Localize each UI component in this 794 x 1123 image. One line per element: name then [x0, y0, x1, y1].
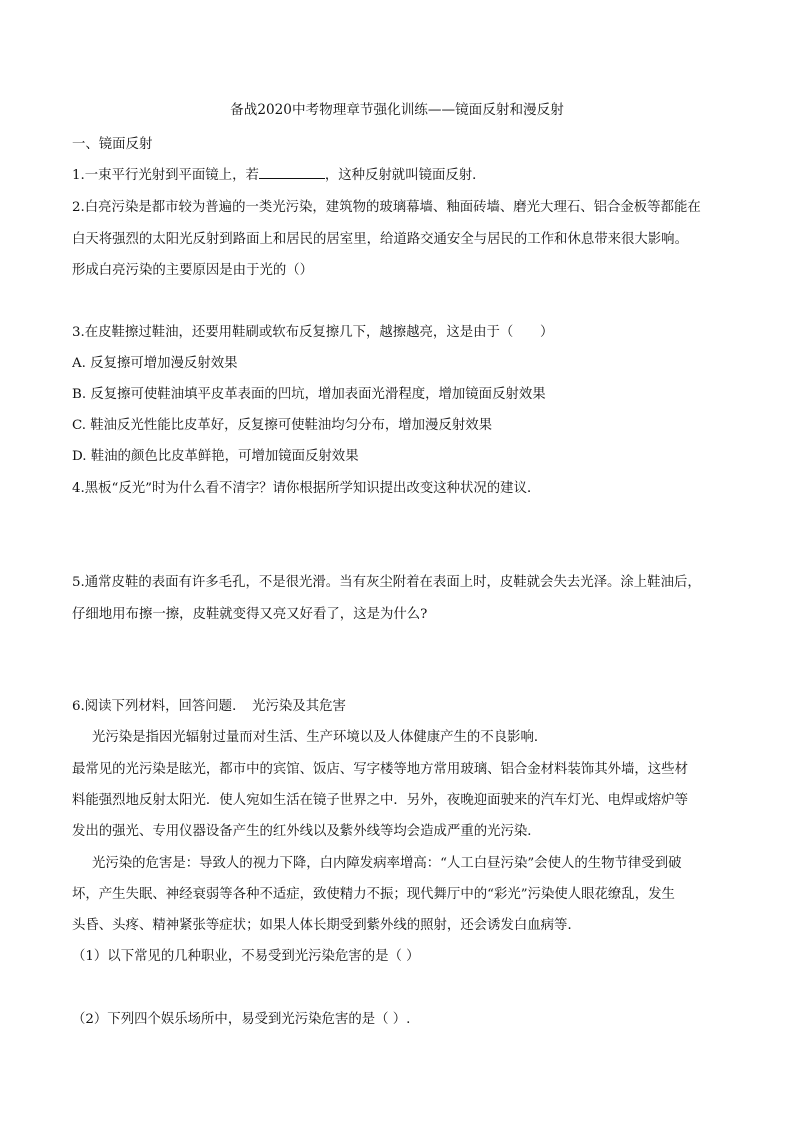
- question-1-text: 1.一束平行光射到平面镜上，若: [72, 168, 259, 183]
- passage-paragraph-2-line-3: 发出的强光、专用仪器设备产生的红外线以及紫外线等均会造成严重的光污染．: [72, 824, 541, 839]
- question-3-stem: 3.在皮鞋擦过鞋油，还要用鞋刷或软布反复擦几下，越擦越亮，这是由于（ ）: [72, 325, 554, 340]
- answer-blank: [259, 166, 325, 179]
- question-5-line-1: 5.通常皮鞋的表面有许多毛孔，不是很光滑。当有灰尘附着在表面上时，皮鞋就会失去光泽。涂上鞋油后，: [72, 575, 701, 590]
- document-title: 备战2020中考物理章节强化训练——镜面反射和漫反射: [230, 102, 564, 118]
- sub-question-2: （2）下列四个娱乐场所中，易受到光污染危害的是（ ）.: [72, 1012, 411, 1027]
- question-3-option-b: B. 反复擦可使鞋油填平皮革表面的凹坑，增加表面光滑程度，增加镜面反射效果: [72, 387, 546, 402]
- question-4: 4.黑板“反光”时为什么看不清字？请你根据所学知识提出改变这种状况的建议．: [72, 481, 541, 496]
- passage-paragraph-2-line-2: 料能强烈地反射太阳光．使人宛如生活在镜子世界之中．另外，夜晚迎面驶来的汽车灯光、电焊或熔炉等: [72, 793, 688, 808]
- sub-question-1: （1）以下常见的几种职业，不易受到光污染危害的是（ ）: [72, 949, 420, 964]
- passage-paragraph-3-line-2: 坏，产生失眠、神经衰弱等各种不适症，致使精力不振；现代舞厅中的“彩光”污染使人眼花缭乱，发生: [72, 887, 675, 902]
- passage-paragraph-3-line-1: 光污染的危害是：导致人的视力下降，白内障发病率增高：“人工白昼污染”会使人的生物节律受到破: [92, 856, 682, 871]
- question-3-option-a: A. 反复擦可增加漫反射效果: [72, 356, 238, 371]
- question-3-option-c: C. 鞋油反光性能比皮革好，反复擦可使鞋油均匀分布，增加漫反射效果: [72, 418, 492, 433]
- question-5-line-2: 仔细地用布擦一擦，皮鞋就变得又亮又好看了，这是为什么?: [72, 607, 428, 622]
- question-1-text-end: ，这种反射就叫镜面反射．: [324, 168, 486, 183]
- passage-paragraph-1: 光污染是指因光辐射过量而对生活、生产环境以及人体健康产生的不良影响．: [92, 730, 548, 745]
- question-2-line-2: 白天将强烈的太阳光反射到路面上和居民的居室里，给道路交通安全与居民的工作和休息带来很大影响。: [72, 232, 688, 247]
- passage-paragraph-2-line-1: 最常见的光污染是眩光，都市中的宾馆、饭店、写字楼等地方常用玻璃、铝合金材料装饰其外墙，这些材: [72, 762, 688, 777]
- question-6-intro: 6.阅读下列材料，回答问题． 光污染及其危害: [72, 699, 346, 714]
- section-heading: 一、镜面反射: [72, 137, 153, 152]
- question-2-line-1: 2.白亮污染是都市较为普遍的一类光污染，建筑物的玻璃幕墙、釉面砖墙、磨光大理石、铝合金板等都能在: [72, 200, 701, 215]
- passage-paragraph-3-line-3: 头昏、头疼、精神紧张等症状；如果人体长期受到紫外线的照射，还会诱发白血病等．: [72, 918, 581, 933]
- question-3-option-d: D. 鞋油的颜色比皮革鲜艳，可增加镜面反射效果: [72, 449, 359, 464]
- question-2-line-3: 形成白亮污染的主要原因是由于光的（）: [72, 263, 314, 278]
- question-1: [72, 166, 732, 186]
